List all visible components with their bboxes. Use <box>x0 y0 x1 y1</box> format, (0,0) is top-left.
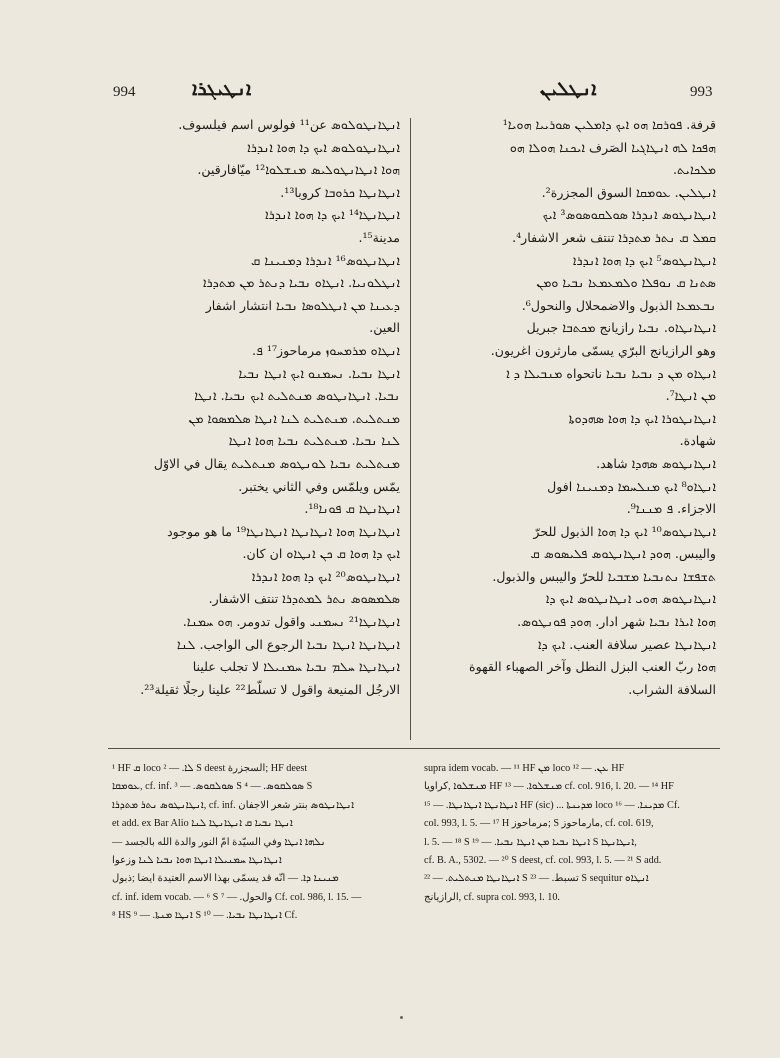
footnote-line: ܐܢܛܐܢܛܐ ܡܢܬܠܝܬ. — ²² S تسبط. — ²³ S sequitur ܐܢܛܐܘ <box>424 873 649 885</box>
entry-line: ܐܢܛܐܢܛܐ ܐܢܛܐ ܢܒܝܐ الرجوع الى الواجب. ܠܢܐ <box>176 636 400 652</box>
entry-line: ܐܢܛܐܢܛܘܣ⁵ ܐܝܟ ܕܐ ܗܘܐ ܐܢܕܪܐ <box>572 252 716 268</box>
entry-line: ܐܢܛܠܘܢܝܐ. ܐܢܛܐܘ ܢܒܝܐ ܕܢܬܪ ܡܢ ܡܬܕܪܐ <box>203 275 400 291</box>
footnote-line: et add. ex Bar Alio ܐܢܛܐ ܢܒܝܐ ܩ ܐܢܛܐܢܛܐ ܠܢܐ <box>112 818 293 830</box>
entry-line: العين. <box>369 320 400 336</box>
entry-line: ܗܘܐ ربّ العنب البزل النطل وآخر الصهباء القهوة <box>468 659 716 675</box>
entry-line: ܐܢܛܐܢܛܘܣ ܐܢܕܪܐ ܣܘܠܩܘܣܘܣ³ ܐܝܟ <box>542 207 716 223</box>
entry-line: ܩܡܠ ܩ ܢܬܪ ܡܬܕܪܐ تنتف شعر الاشفار⁴. <box>512 229 716 245</box>
column-divider <box>410 118 411 740</box>
footnote-rule <box>108 748 720 749</box>
entry-line: ܐܢܛܐܘ⁸ ܐܝܟ ܡܢܠܚܡܐ ܕܡܢܝܢܐ افول <box>547 478 716 494</box>
right-page-number: 993 <box>690 84 713 100</box>
footnote-line: ⁸ HS ܐܢܛܐ ܡܢܬܐ. — ⁹ S ܐܢܛܐܢܛܐ ܢܒܝܐ. — ¹⁰ Cf. <box>112 910 298 922</box>
entry-line: ܣܠܡܣܘܣ ܢܬܪ ܠܡܬܕܪܐ تنتف الاشفار. <box>208 591 400 607</box>
entry-line: ܐܢܛܐܢܛܘܣ¹⁶ ܐܢܕܪܐ ܕܡܢܝܢܐ ܩ <box>251 252 400 268</box>
entry-line: ܐܢܛܐܢܛܘܠܘܣ عن¹¹ فولوس اسم فيلسوف. <box>178 117 400 132</box>
entry-line: ܗܦܟܐ ܠܗ ܐܢܛܐܓܝܐ الصَرف ܐܝܟܢܐ ܗܘܠܐ ܗܘ <box>509 139 716 155</box>
footnote-line: l. 5. — ¹⁸ S ܐܢܛܐ ܢܒܝܐ ܡܢ ܐܢܛܐ ܢܒܝܐ. — ¹⁹ S ܐܢܛܐܢܛܐ, <box>424 836 637 848</box>
entry-line: ܬܫܦܫܐ ܢܬܢܒܝܐ ܡܫܒܝܐ للحرّ واليبس والذبول. <box>492 568 716 584</box>
entry-line: ܐܢܛܐܢܛܐ²¹ ܢܚܡܢܝ واقول تدومر. ܗܘ ܚܡܢܐ. <box>182 614 400 630</box>
entry-line: واليبس. ܗܘܕ ܐܢܛܐܢܛܘܣ ܦܠܝܣܘܣ ܩ <box>530 546 716 562</box>
entry-line: ܐܢܛܐܘ ܡܢ ܕ ܢܒܝܐ ܢܒܝܐ ناتحواه ܡܢܒܝܠܐ ܕ ܐ <box>506 365 716 381</box>
entry-line: الارجُل المنيعة واقول لا تسلّط²² علينا رجلًا ثقيلة²³. <box>140 681 400 697</box>
footnote-line: ܐܢܛܐܢܛܘܣ ܢܬܪ ܡܬܕܪܐ, cf. inf. ܐܢܛܐܢܛܘܣ بنتر شعر الاجفان <box>112 799 355 811</box>
footnote-line: ܡܢܫܠܘܐ ,كراويا HF ¹³ — .ܡܢܫܠܘܐ cf. col. 916, l. 20. — ¹⁴ HF <box>424 781 674 793</box>
entry-line: ܐܢܛܐܢܛܐ¹⁴ ܐܝܟ ܕܐ ܗܘܐ ܐܢܕܪܐ <box>265 207 400 223</box>
footnote-line: ܐܢܛܐܢܛܐ ܐܢܛܐܢܛܐ. — ¹⁵ HF (sic) ... ܡܕܝܢܬܐ loco ܡܕܝܢܐ. — ¹⁶ Cf. <box>424 799 680 811</box>
footnotes-left <box>112 760 402 926</box>
entry-line: ܐܢܛܠܝܢ. ܥܘܡܩܐ السوق المجزرة². <box>541 184 716 200</box>
footnote-line: ܥܘܡܩܐ, cf. inf. ܣܘܠܩܘܣ. — ³ S ܣܘܠܩܘܣ. — ⁴ S <box>112 781 313 793</box>
entry-line: ܐܢܛܐܢܛܘܣ²⁰ ܐܝܟ ܕܐ ܗܘܐ ܐܢܕܪܐ <box>251 568 400 584</box>
entry-line: وهو الرازيانج البرّي يسمّى مارثرون اغريون. <box>490 342 716 358</box>
entry-line: ܐܢܛܐܢܛܐ ܗܘܐ ܐܢܛܐܢܛܐ ܐܢܛܐܢܛܐ¹⁹ ما هو موجود <box>167 523 400 539</box>
right-running-title: ܐܢܛܠܝܢ <box>540 78 597 100</box>
entry-line: ܐܢܛܐܢܛܐ ܟܪܘܒܐ كروبا¹³. <box>280 184 400 200</box>
entry-line: ܐܢܛܐܢܛܐ عصير سلافة العنب. ܐܝܟ ܕܐ <box>538 636 716 652</box>
entry-line: ܡܠܟܐܝܬ. <box>672 162 716 178</box>
entry-line: ܐܢܛܐܢܛܐܘ. ܢܒܝܐ رازيانج ܡܟܬܒܐ جبريل <box>526 320 716 336</box>
entry-line: ܗܘܐ ܐܢܛܐܢܛܘܠܝܣ ܡܢܫܠܘܐ¹² ميّافارقين. <box>197 162 400 178</box>
entry-line: ܕܥܝܢܐ ܡܢ ܐܢܛܠܘܣܐ ܢܒܝܐ انتشار اشفار <box>205 297 400 313</box>
footnote-line: cf. B. A., 5302. — ²⁰ S deest, cf. col. 993, l. 5. — ²¹ S add. <box>424 855 662 867</box>
entry-line: ܗܘܐ ܐܝܪܐ ܢܒܝܐ شهر ادار. ܗܘܕ ܦܘܢܛܘܣ. <box>517 614 716 630</box>
footnote-line: supra idem vocab. — ¹¹ HF ܡܢ loco ܥܢ. — ¹² HF <box>424 763 625 774</box>
entry-line: الاجزاء. ܦ ܡܢܢܐ⁹. <box>626 501 716 517</box>
entry-line: ܐܢܛܐܢܛܘܠܘܣ ܐܝܟ ܕܐ ܗܘܐ ܐܢܕܪܐ <box>247 139 400 155</box>
entry-line: ܐܢܛܐܢܛܘܣ ܣܗܕܐ شاهد. <box>596 455 716 471</box>
entry-line: ܐܢܛܐܢܛܘܣ ܗܘܝ ܐܢܛܐܢܛܘܣ ܐܝܟ ܕܐ <box>545 591 716 607</box>
footnote-line: الرازيانج, cf. supra col. 993, l. 10. <box>424 891 560 903</box>
entry-line: ܐܢܛܐ ܢܒܝܐ. ܢܚܡܢܘ ܐܝܟ ܐܢܛܐ ܢܒܝܐ <box>238 365 400 381</box>
page-speck <box>400 1016 403 1019</box>
entry-line: السلافة الشراب. <box>628 681 716 697</box>
entry-line: مدينة¹⁵. <box>358 229 400 245</box>
left-page-number: 994 <box>113 84 136 100</box>
entry-line: ܐܝܟ ܕܐ ܗܘܐ ܩ ܟܢ ܐܢܛܐܘ ان كان. <box>242 546 400 562</box>
entry-line: ܡܢܬܠܝܬ. ܡܢܬܠܝܬ ܠܢܐ ܐܢܛܐ ܣܠܡܣܘܐ ܡܢ <box>188 410 400 426</box>
entry-line: ܐܢܛܐܢܛܘܪܐ ܐܝܟ ܕܐ ܗܘܐ ܣܗܕܘܬܐ <box>568 410 716 426</box>
footnote-line: col. 993, l. 5. — ¹⁷ H مرماحوز; S مارماحوز, cf. col. 619, <box>424 818 654 830</box>
footnotes-right <box>424 760 718 907</box>
left-column <box>112 114 400 701</box>
entry-line: ܠܢܐ ܢܒܝܐ. ܡܢܬܠܝܬ ܢܒܝܐ ܗܘܐ ܐܢܛܐ <box>228 433 400 449</box>
entry-line: ܣܬܢܐ ܩ ܢܘܦܠܐ ܘܠܡܥܡܥܐ ܢܒܝܐ ܘܡܢ <box>536 275 716 291</box>
footnote-line: ¹ HF ܩ loco ܠܐ. — ² S deest السجزرة; HF deest <box>112 763 308 774</box>
right-column <box>424 114 716 701</box>
footnote-line: ܡܢܝܢܐ ܕܐ. — انّه قد يسمّى بهذا الاسم العتيدة ايضا ;ذبول <box>112 873 339 885</box>
entry-line: قرفة. ܦܘܪܩܐ ܗܘ ܐܝܟ ܕܐܡܠܝܢ ܣܘܪܝܝܐ ܗܘܝܐ¹ <box>502 117 716 132</box>
entry-line: يمّس ويلمّس وفي الثاني يختبر. <box>238 478 400 494</box>
entry-line: ܐܢܛܐܢܛܐ ܩ ܦܘܢܐ¹⁸. <box>304 501 400 517</box>
entry-line: ܡܢܬܠܝܬ ܢܒܝܐ ܠܘܢܛܘܣ ܡܢܬܠܝܬ يقال في الاوّل <box>153 455 400 471</box>
entry-line: ܐܢܛܐܢܛܐ ܚܠܡ ܢܒܝܐ ܚܡܢܝܠܐ لا تجلب علينا <box>192 659 400 675</box>
footnote-line: ܐܢܛܐܢܛܐ ܚܡܢܝܠܐ ܐܢܛܐ ܗܘܐ ܢܒܝܐ ܠܢܐ وزعوا <box>112 855 282 867</box>
entry-line: ܢܒܥܡܥܐ الذبول والاضمحلال والنحول⁶. <box>521 297 716 313</box>
footnote-line: — ܢܠܗܐ ܐܢܛܐ وفي السيّدة امّ النور والدة الله بالجسد <box>112 836 326 848</box>
entry-line: شهادة. <box>679 433 716 449</box>
entry-line: ܐܢܛܐܘ ܡܪܡܚܘܙ مرماحوز¹⁷ ܦ. <box>251 342 400 358</box>
entry-line: ܢܒܝܐ. ܐܢܛܐܢܛܘܣ ܡܢܬܠܝܬ ܐܝܟ ܢܒܝܐ. ܐܢܛܐ <box>194 388 400 404</box>
footnote-line: cf. inf. idem vocab. — ⁶ S والحول. — ⁷ Cf. col. 986, l. 15. — <box>112 891 362 903</box>
left-running-title: ܐܢܛܝܓܪܐ <box>192 78 252 100</box>
entry-line: ܐܢܛܐܢܛܘܣ¹⁰ ܐܝܟ ܕܐ ܗܘܐ الذبول للحرّ <box>533 523 716 539</box>
entry-line: ܡܢ ܐܢܛܐ⁷. <box>665 388 716 404</box>
